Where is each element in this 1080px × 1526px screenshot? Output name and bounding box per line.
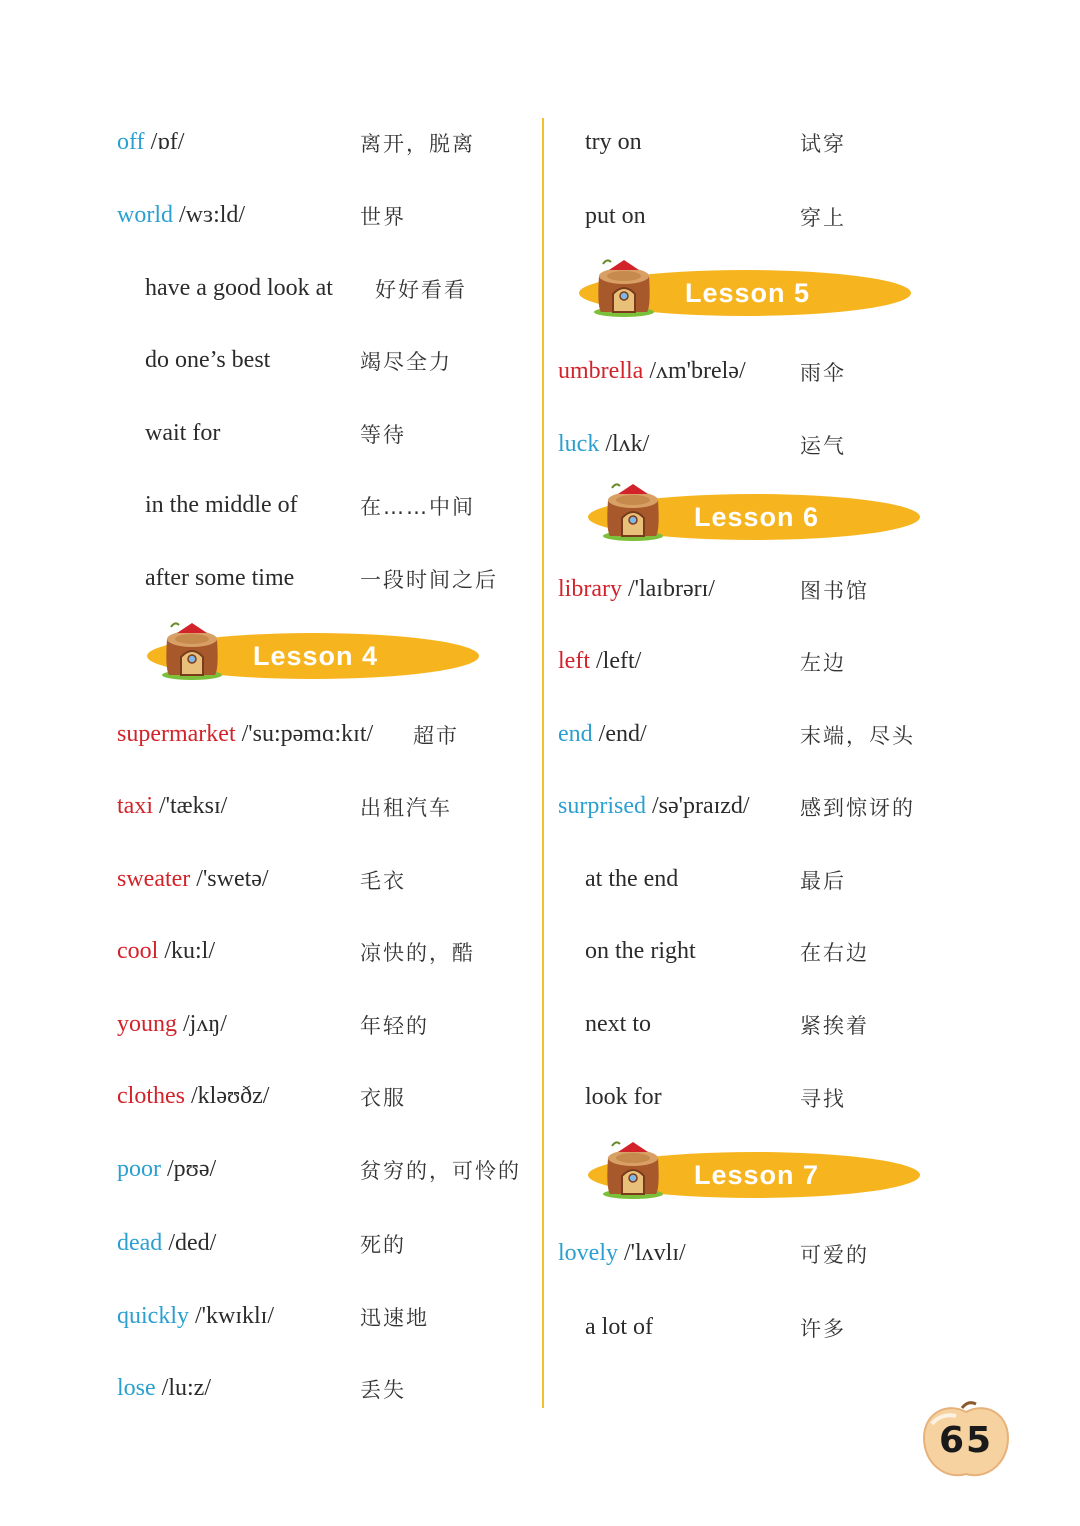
vocab-entry	[558, 714, 647, 754]
vocab-meaning: 世界	[360, 205, 406, 229]
vocab-ipa: /ku:l/	[158, 938, 215, 964]
vocab-phrase: in the middle of	[145, 492, 298, 518]
vocab-entry	[558, 641, 641, 681]
vocab-word: dead	[117, 1230, 163, 1256]
vocab-entry	[558, 786, 750, 826]
vocab-entry	[117, 786, 227, 826]
vocab-meaning: 感到惊讶的	[800, 796, 915, 820]
vocab-word: off	[117, 129, 145, 155]
lesson-title: Lesson 4	[253, 641, 379, 671]
tree-stump-house-icon	[598, 480, 668, 542]
vocab-meaning: 毛衣	[360, 869, 406, 893]
vocab-ipa: /'swetə/	[190, 866, 269, 892]
vocab-phrase: next to	[585, 1011, 651, 1037]
vocab-phrase: try on	[585, 129, 642, 155]
vocab-ipa: /left/	[589, 648, 642, 674]
vocab-meaning: 可爱的	[800, 1243, 869, 1267]
vocab-ipa: /pʊə/	[161, 1156, 217, 1182]
vocab-word: taxi	[117, 793, 153, 819]
vocab-meaning: 出租汽车	[360, 796, 452, 820]
vocab-ipa: /'kwɪklɪ/	[189, 1303, 274, 1329]
vocab-entry	[558, 351, 746, 391]
vocab-meaning: 图书馆	[800, 579, 869, 603]
vocab-phrase: put on	[585, 203, 646, 229]
vocab-meaning: 最后	[800, 869, 846, 893]
vocab-word: supermarket	[117, 721, 236, 747]
vocab-ipa: /ɒf/	[144, 129, 185, 155]
vocab-ipa: /'lʌvlɪ/	[618, 1240, 686, 1266]
vocab-ipa: /jʌŋ/	[177, 1011, 227, 1037]
vocab-word: cool	[117, 938, 159, 964]
vocab-meaning: 等待	[360, 423, 406, 447]
vocab-ipa: /kləʊðz/	[184, 1083, 270, 1109]
vocab-entry	[117, 1223, 216, 1263]
vocab-entry	[117, 859, 269, 899]
vocab-entry	[117, 195, 245, 235]
vocab-word: quickly	[117, 1303, 189, 1329]
tree-stump-house-icon	[589, 256, 659, 318]
vocab-ipa: /'laɪbrərɪ/	[621, 576, 715, 602]
vocab-ipa: /ded/	[162, 1230, 217, 1256]
vocab-meaning: 竭尽全力	[360, 350, 452, 374]
vocab-phrase: do one’s best	[145, 347, 271, 373]
page-number-badge	[918, 1398, 1014, 1482]
vocab-meaning: 左边	[800, 651, 846, 675]
vocab-entry	[117, 1296, 274, 1336]
tree-stump-house-icon	[157, 619, 227, 681]
vocab-phrase: at the end	[585, 866, 679, 892]
vocab-word: world	[117, 202, 173, 228]
vocab-phrase: look for	[585, 1084, 662, 1110]
vocab-entry	[117, 1149, 216, 1189]
vocab-word: left	[558, 648, 590, 674]
lesson-title: Lesson 7	[694, 1160, 820, 1190]
vocab-phrase: a lot of	[585, 1314, 653, 1340]
column-divider	[542, 118, 544, 1408]
vocab-word: umbrella	[558, 358, 644, 384]
vocab-meaning: 许多	[800, 1317, 846, 1341]
vocab-meaning: 在右边	[800, 941, 869, 965]
vocab-meaning: 死的	[360, 1233, 406, 1257]
vocab-word: library	[558, 576, 622, 602]
vocab-meaning: 离开，脱离	[360, 132, 475, 156]
vocab-ipa: /ʌm'brelə/	[643, 358, 746, 384]
lesson-title: Lesson 5	[685, 278, 811, 308]
vocab-ipa: /end/	[592, 721, 647, 747]
vocab-meaning: 超市	[413, 724, 459, 748]
vocab-word: surprised	[558, 793, 646, 819]
vocab-phrase: on the right	[585, 938, 696, 964]
vocab-word: end	[558, 721, 593, 747]
vocab-meaning: 穿上	[800, 206, 846, 230]
vocab-meaning: 寻找	[800, 1087, 846, 1111]
vocab-entry	[117, 714, 373, 754]
vocab-entry	[558, 424, 649, 464]
vocab-ipa: /lʌk/	[599, 431, 650, 457]
page-number: 65	[938, 1420, 994, 1461]
vocab-phrase: wait for	[145, 420, 221, 446]
vocab-word: poor	[117, 1156, 161, 1182]
vocab-entry	[117, 931, 215, 971]
tree-stump-house-icon	[598, 1138, 668, 1200]
vocab-meaning: 紧挨着	[800, 1014, 869, 1038]
vocab-entry	[117, 1004, 227, 1044]
vocab-meaning: 运气	[800, 434, 846, 458]
vocab-meaning: 凉快的，酷	[360, 941, 475, 965]
vocab-phrase: after some time	[145, 565, 295, 591]
vocab-ipa: /sə'praɪzd/	[645, 793, 750, 819]
vocab-entry	[117, 1368, 211, 1408]
vocab-meaning: 衣服	[360, 1086, 406, 1110]
lesson-banner	[588, 1146, 928, 1206]
vocab-meaning: 贫穷的，可怜的	[360, 1159, 521, 1183]
vocab-entry	[558, 1233, 686, 1273]
vocab-meaning: 在……中间	[360, 495, 475, 519]
vocab-meaning: 末端，尽头	[800, 724, 915, 748]
vocab-meaning: 雨伞	[800, 361, 846, 385]
vocab-meaning: 试穿	[800, 132, 846, 156]
lesson-title: Lesson 6	[694, 502, 820, 532]
lesson-banner	[588, 488, 928, 548]
vocab-meaning: 丢失	[360, 1378, 406, 1402]
vocab-ipa: /'su:pəmɑ:kɪt/	[235, 721, 374, 747]
vocab-word: luck	[558, 431, 600, 457]
lesson-banner	[147, 627, 487, 687]
vocab-word: young	[117, 1011, 177, 1037]
vocab-word: clothes	[117, 1083, 185, 1109]
vocab-phrase: have a good look at	[145, 275, 333, 301]
vocab-ipa: /wɜ:ld/	[173, 202, 246, 228]
vocab-meaning: 年轻的	[360, 1014, 429, 1038]
vocab-meaning: 一段时间之后	[360, 568, 498, 592]
vocab-entry	[558, 569, 715, 609]
vocab-ipa: /lu:z/	[155, 1375, 211, 1401]
vocab-ipa: /'tæksɪ/	[153, 793, 228, 819]
vocab-word: lovely	[558, 1240, 618, 1266]
vocab-meaning: 迅速地	[360, 1306, 429, 1330]
vocab-meaning: 好好看看	[375, 278, 467, 302]
lesson-banner	[579, 264, 919, 324]
vocab-word: lose	[117, 1375, 156, 1401]
vocab-entry	[117, 1076, 269, 1116]
vocab-entry	[117, 122, 184, 162]
vocab-word: sweater	[117, 866, 191, 892]
